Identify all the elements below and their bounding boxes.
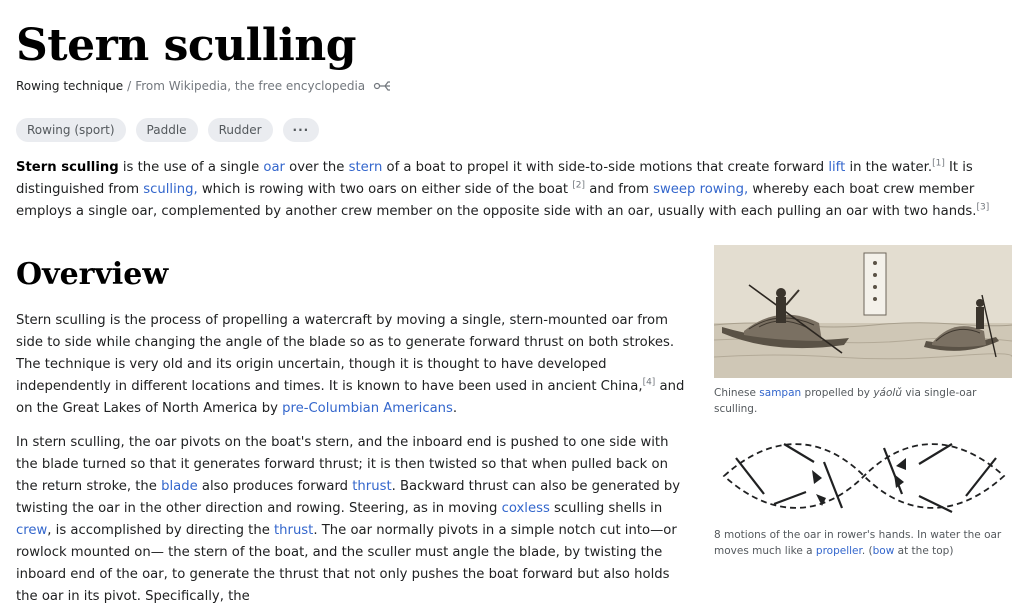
link-crew[interactable]: crew — [16, 523, 48, 538]
related-topics — [16, 118, 319, 142]
lead-text: which is rowing with two oars on either side of the boat — [197, 182, 573, 197]
caption-text: via single-oar sculling. — [714, 387, 977, 415]
figure-sampan — [714, 245, 1012, 417]
link-thrust-2[interactable]: thrust — [274, 523, 314, 538]
figure-eight-diagram — [714, 436, 1012, 520]
ref-4[interactable]: [4] — [642, 377, 656, 388]
paragraph-text: . — [452, 401, 458, 416]
lead-paragraph — [16, 157, 1012, 223]
overview-paragraph-1 — [16, 310, 692, 420]
page-subtitle — [16, 79, 393, 93]
link-thrust[interactable]: thrust — [352, 479, 392, 494]
lead-text: is the use of a single — [118, 160, 264, 175]
paragraph-text: . The oar normally pivots in a simple notch cut into—or rowlock mounted on— the stern of the boat, and the sculler must angle the blade, by twisting the inboard end of the oar, to generate the thrust that not only pushes the boat forward but also holds the oar in its pivot. Specifically, the — [16, 523, 677, 604]
paragraph-text: In stern sculling, the oar pivots on the boat's stern, and the inboard end is pushed to one side with the blade turned so that it generates forward thrust; it is then twisted so that when pulled back on the return stroke, the — [16, 435, 669, 494]
lead-text: over the — [284, 160, 349, 175]
link-sampan[interactable]: sampan — [759, 387, 802, 399]
subtitle-description: Rowing technique — [16, 79, 124, 93]
subtitle-separator: / — [127, 79, 132, 93]
link-sculling[interactable]: sculling, — [143, 182, 198, 197]
caption-text: . ( — [861, 545, 873, 557]
paragraph-text: Stern sculling is the process of propelling a watercraft by moving a single, stern-mounted oar from side to side while changing the angle of the blade so as to generate forward thrust on both strokes. The technique is very old and its origin uncertain, though it is thought to have developed independently in different locations and times. It is known to have been used in ancient China, — [16, 313, 675, 394]
caption-text: propelled by — [801, 387, 874, 399]
lead-text: and from — [585, 182, 654, 197]
caption-italic-term: yáolǔ — [873, 387, 902, 399]
ref-2[interactable]: [2] — [572, 180, 586, 191]
caption-text: at the top) — [894, 545, 954, 557]
link-coxless[interactable]: coxless — [501, 501, 550, 516]
link-lift[interactable]: lift — [828, 160, 846, 175]
overview-paragraph-2 — [16, 432, 692, 608]
link-sweep-rowing[interactable]: sweep rowing, — [653, 182, 749, 197]
chip-rudder[interactable]: Rudder — [208, 118, 273, 142]
paragraph-text: , is accomplished by directing the — [47, 523, 274, 538]
figure-oar-motions — [714, 436, 1012, 559]
lead-bold-term: Stern sculling — [16, 160, 119, 175]
lead-text: whereby each boat crew member employs a single oar, complemented by another crew member on the opposite side with an oar, usually with each pulling an oar with two hands. — [16, 182, 977, 219]
lead-text: It is distinguished from — [16, 160, 973, 197]
oar-motions-diagram[interactable] — [714, 436, 1012, 520]
chip-rowing-sport[interactable]: Rowing (sport) — [16, 118, 126, 142]
page-title: Stern sculling — [16, 20, 357, 71]
lead-text: in the water. — [845, 160, 933, 175]
link-oar[interactable]: oar — [263, 160, 285, 175]
language-icon[interactable] — [373, 79, 393, 93]
sampan-image[interactable] — [714, 245, 1012, 378]
link-bow[interactable]: bow — [872, 545, 895, 557]
link-blade[interactable]: blade — [161, 479, 198, 494]
oar-motions-caption — [714, 527, 1012, 559]
section-heading-overview: Overview — [16, 257, 169, 292]
link-propeller[interactable]: propeller — [815, 545, 862, 557]
link-stern[interactable]: stern — [348, 160, 383, 175]
subtitle-source: From Wikipedia, the free encyclopedia — [135, 79, 366, 93]
sampan-illustration — [714, 245, 1012, 378]
caption-text: 8 motions of the oar in rower's hands. In water the oar moves much like a — [714, 529, 1002, 557]
lead-text: of a boat to propel it with side-to-side motions that create forward — [382, 160, 829, 175]
link-pre-columbian-americans[interactable]: pre-Columbian Americans — [282, 401, 453, 416]
caption-text: Chinese — [714, 387, 760, 399]
sampan-caption — [714, 385, 1012, 417]
ref-1[interactable]: [1] — [932, 158, 945, 169]
ref-3[interactable]: [3] — [976, 202, 990, 213]
chip-paddle[interactable]: Paddle — [136, 118, 198, 142]
paragraph-text: sculling shells in — [549, 501, 663, 516]
paragraph-text: and on the Great Lakes of North America by — [16, 379, 685, 416]
paragraph-text: . Backward thrust can also be generated by twisting the oar in the other direction and rowing. Steering, as in moving — [16, 479, 681, 516]
paragraph-text: also produces forward — [197, 479, 353, 494]
more-chips-button[interactable]: ··· — [283, 118, 320, 142]
